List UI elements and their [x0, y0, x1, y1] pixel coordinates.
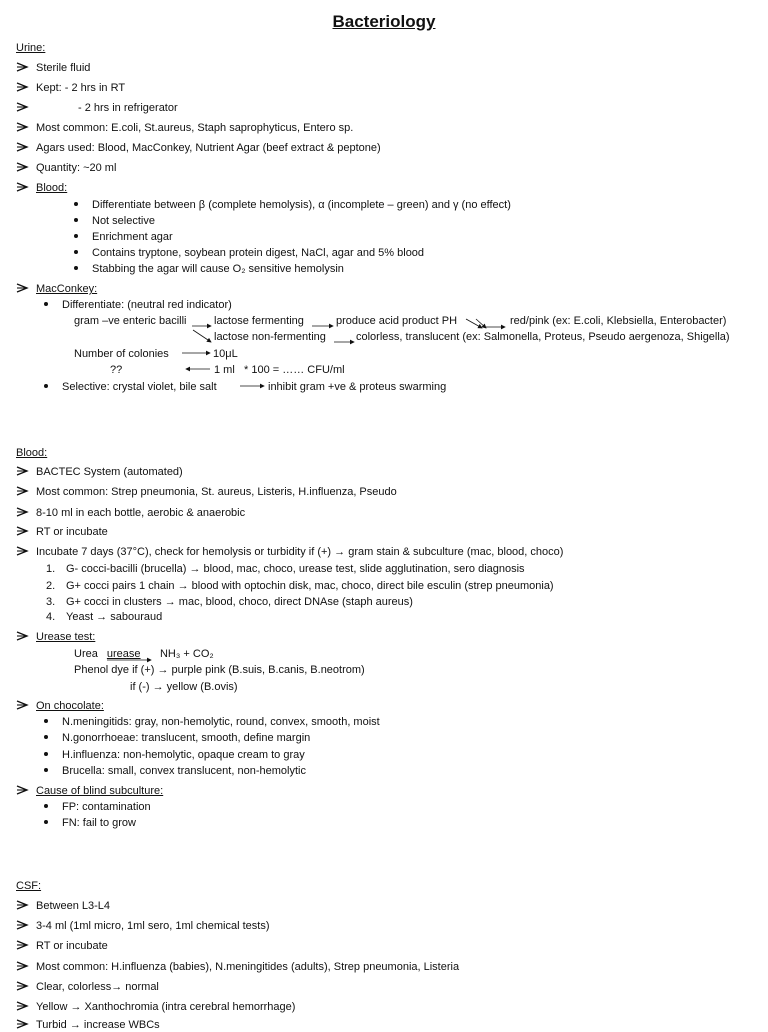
blood-heading: Blood:	[16, 447, 48, 459]
arrow-bullet-icon	[16, 981, 30, 991]
list-item: Blood:	[16, 181, 67, 195]
mac-inhibit-label: inhibit gram +ve & proteus swarming	[268, 381, 447, 393]
urease-phenol-line: Phenol dye if (+) → purple pink (B.suis, B.canis, B.neotrom)	[74, 664, 365, 676]
list-item: Differentiate: (neutral red indicator)	[44, 298, 232, 312]
list-item: Enrichment agar	[74, 230, 173, 244]
list-item: 2. G+ cocci pairs 1 chain → blood with optochin disk, mac, choco, direct bile esculin (strep pneumonia)	[46, 580, 554, 592]
mac-qq-label: ??	[110, 364, 123, 376]
arrow-bullet-icon	[16, 526, 30, 536]
list-item: Urease test:	[16, 630, 95, 644]
arrow-icon	[466, 319, 482, 328]
list-item: On chocolate:	[16, 699, 104, 713]
list-item: Contains tryptone, soybean protein digest, NaCl, agar and 5% blood	[74, 246, 424, 260]
list-item: Most common: H.influenza (babies), N.meningitides (adults), Strep pneumonia, Listeria	[16, 960, 459, 974]
mac-calc-label: * 100 = …… CFU/ml	[244, 364, 345, 376]
bullet-icon	[44, 768, 48, 772]
arrow-bullet-icon	[16, 631, 30, 641]
list-item: RT or incubate	[16, 939, 108, 953]
mac-1ml-label: 1 ml	[214, 364, 235, 376]
list-item: Cause of blind subculture:	[16, 784, 163, 798]
list-item: FN: fail to grow	[44, 816, 136, 830]
list-item: Not selective	[74, 214, 155, 228]
list-item: Incubate 7 days (37°C), check for hemolysis or turbidity if (+) → gram stain & subculture (mac, blood, choco)	[16, 545, 563, 559]
mac-colorless-label: colorless, translucent (ex: Salmonella, Proteus, Pseudo aergenoza, Shigella)	[356, 331, 730, 343]
arrow-bullet-icon	[16, 700, 30, 710]
list-item: RT or incubate	[16, 525, 108, 539]
list-item: Agars used: Blood, MacConkey, Nutrient Agar (beef extract & peptone)	[16, 141, 381, 155]
bullet-icon	[44, 735, 48, 739]
arrow-icon	[476, 319, 486, 328]
urine-heading: Urine:	[16, 42, 46, 54]
bullet-icon	[44, 384, 48, 388]
list-item: Brucella: small, convex translucent, non-hemolytic	[44, 764, 306, 778]
list-item: Stabbing the agar will cause O₂ sensitive hemolysin	[74, 262, 344, 276]
list-item: Selective: crystal violet, bile salt	[44, 380, 217, 394]
arrow-bullet-icon	[16, 466, 30, 476]
list-item: Kept: - 2 hrs in RT	[16, 81, 125, 95]
mac-lf-label: lactose fermenting	[214, 315, 304, 327]
bullet-icon	[44, 804, 48, 808]
mac-red-label: red/pink (ex: E.coli, Klebsiella, Enterobacter)	[510, 315, 727, 327]
bullet-icon	[44, 820, 48, 824]
list-item: Turbid → increase WBCs	[16, 1018, 160, 1032]
list-item: Clear, colorless→ normal	[16, 980, 159, 994]
arrow-bullet-icon	[16, 1001, 30, 1011]
urease-reaction: Urea urease NH₃ + CO₂	[74, 647, 214, 661]
mac-colonies-label: Number of colonies	[74, 348, 169, 360]
list-item: Yellow → Xanthochromia (intra cerebral hemorrhage)	[16, 1000, 295, 1014]
mac-10ul-label: 10μL	[213, 348, 238, 360]
list-item: 8-10 ml in each bottle, aerobic & anaerobic	[16, 506, 245, 520]
list-item: 3-4 ml (1ml micro, 1ml sero, 1ml chemical tests)	[16, 919, 270, 933]
arrow-bullet-icon	[16, 785, 30, 795]
list-item: Most common: Strep pneumonia, St. aureus, Listeris, H.influenza, Pseudo	[16, 485, 397, 499]
list-item: MacConkey:	[16, 282, 97, 296]
list-item: Most common: E.coli, St.aureus, Staph saprophyticus, Entero sp.	[16, 121, 353, 135]
list-item: 3. G+ cocci in clusters → mac, blood, choco, direct DNAse (staph aureus)	[46, 596, 413, 608]
arrow-bullet-icon	[16, 1019, 30, 1029]
arrow-bullet-icon	[16, 940, 30, 950]
list-item: Sterile fluid	[16, 61, 90, 75]
arrow-bullet-icon	[16, 507, 30, 517]
arrow-bullet-icon	[16, 920, 30, 930]
mac-nlf-label: lactose non-fermenting	[214, 331, 326, 343]
urease-neg-line: if (-) → yellow (B.ovis)	[130, 681, 238, 693]
arrow-bullet-icon	[16, 546, 30, 556]
list-item: BACTEC System (automated)	[16, 465, 183, 479]
list-item: - 2 hrs in refrigerator	[16, 101, 178, 115]
arrow-icon	[193, 330, 211, 342]
list-item: 1. G- cocci-bacilli (brucella) → blood, mac, choco, urease test, slide agglutination, sero diagnosis	[46, 563, 525, 575]
urease-enzyme-label: urease	[106, 648, 141, 660]
list-item: Between L3-L4	[16, 899, 110, 913]
bullet-icon	[44, 752, 48, 756]
mac-acid-label: produce acid product PH	[336, 315, 458, 327]
list-item: 4. Yeast → sabouraud	[46, 611, 163, 623]
list-item: N.meningitids: gray, non-hemolytic, round, convex, smooth, moist	[44, 715, 380, 729]
arrow-bullet-icon	[16, 900, 30, 910]
mac-gram-label: gram –ve enteric bacilli	[74, 315, 187, 327]
list-item: H.influenza: non-hemolytic, opaque cream to gray	[44, 748, 305, 762]
list-item: N.gonorrhoeae: translucent, smooth, define margin	[44, 731, 310, 745]
page-title: Bacteriology	[332, 12, 436, 31]
list-item: Quantity: ~20 ml	[16, 161, 116, 175]
mac-flow-arrows	[0, 0, 768, 400]
bullet-icon	[44, 719, 48, 723]
arrow-bullet-icon	[16, 961, 30, 971]
list-item: FP: contamination	[44, 800, 151, 814]
csf-heading: CSF:	[16, 880, 42, 892]
list-item: Differentiate between β (complete hemolysis), α (incomplete – green) and γ (no effect)	[74, 198, 511, 212]
arrow-bullet-icon	[16, 486, 30, 496]
